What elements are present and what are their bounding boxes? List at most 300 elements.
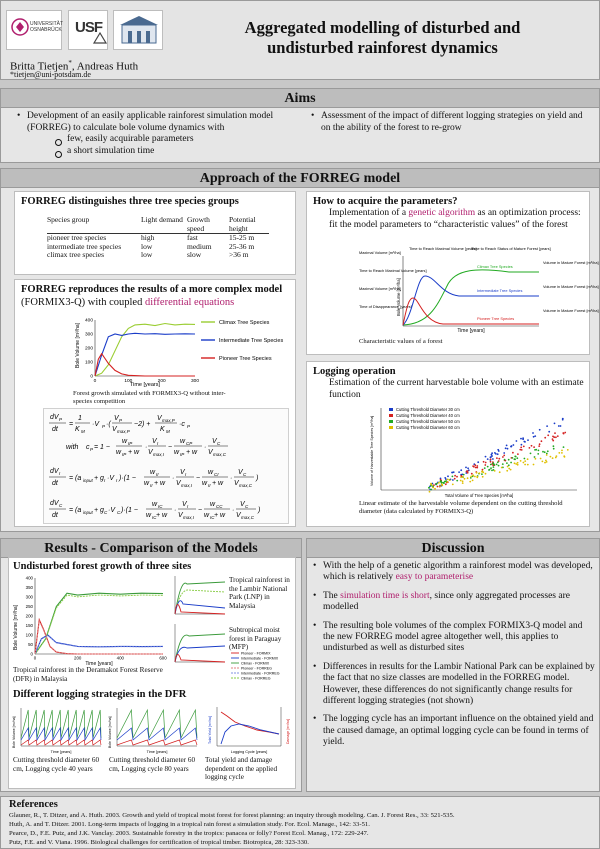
discussion-highlight: easy to parameterise: [395, 572, 474, 583]
scatter-point: [497, 453, 499, 455]
aims-sub-item: few, easily acquirable parameters: [55, 134, 297, 146]
svg-text:I: I: [157, 441, 159, 446]
svg-text:max,I: max,I: [153, 452, 165, 457]
fig2-curve-label: Intermediate Tree Species: [477, 288, 523, 293]
results-heading: Results - Comparison of the Models: [1, 539, 301, 558]
scatter-point: [460, 480, 462, 482]
svg-text:dt: dt: [52, 512, 58, 519]
scatter-point: [539, 429, 541, 431]
fig3-legend-label: Cutting Threshold Diameter 30 cm: [396, 407, 460, 412]
series-line-forreg: [35, 595, 163, 654]
svg-text:V: V: [208, 449, 213, 456]
svg-text:·: ·: [230, 475, 233, 482]
svg-text:·: ·: [172, 475, 175, 482]
x-tick-label: 200: [74, 655, 82, 661]
scatter-point: [472, 474, 474, 476]
scatter-point: [527, 458, 529, 460]
scatter-point: [548, 431, 550, 433]
logo-potsdam: [113, 10, 163, 50]
scatter-point: [527, 439, 529, 441]
fig1-xlabel: Time [years]: [129, 382, 161, 388]
parameters-title: How to acquire the parameters?: [313, 196, 458, 207]
log40-xlabel: Time [years]: [50, 750, 72, 754]
poster-title-line1: Aggregated modelling of disturbed and: [244, 18, 521, 37]
svg-text:): ): [258, 507, 261, 514]
svg-text:IC: IC: [210, 515, 215, 520]
scatter-point: [471, 473, 473, 475]
res-legend-label: Intermediate - FORREG: [241, 671, 280, 676]
total-yield-chart: [205, 704, 295, 754]
scatter-point: [547, 450, 549, 452]
svg-text:input: input: [83, 478, 93, 483]
total-y1-label: Total Yield [m³/ha]: [208, 716, 212, 744]
svg-text:I: I: [185, 472, 187, 477]
discussion-item: • The resulting bole volumes of the complex FORMIX3-Q model and the new FORREG model agree altogether well, this applies to undisturbed as well as disturbed sites: [311, 621, 595, 655]
logging-80-chart: [107, 704, 201, 754]
svg-text:V: V: [112, 426, 117, 433]
svg-text:dV: dV: [50, 500, 59, 507]
svg-text:+ w: + w: [212, 480, 224, 487]
svg-text:P: P: [59, 417, 63, 422]
fig3-harvestable-volume: [359, 404, 581, 498]
scatter-point: [533, 464, 535, 466]
scatter-point: [437, 486, 439, 488]
scatter-point: [517, 464, 519, 466]
logging-title: Logging operation: [313, 366, 396, 377]
scatter-point: [556, 455, 558, 457]
res-legend-label: Pioneer - FORMIX: [241, 651, 271, 656]
svg-text:V: V: [152, 438, 157, 445]
usf-mark-icon: [93, 31, 107, 45]
parameters-text-ga: genetic algorithm: [408, 208, 476, 218]
discussion-item: [311, 561, 595, 584]
svg-text:K: K: [75, 426, 80, 433]
y-tick-label: 200: [25, 613, 33, 619]
scatter-point: [553, 445, 555, 447]
scatter-point: [482, 476, 484, 478]
x-tick-label: 300: [190, 378, 200, 384]
x-tick-label: 0: [93, 378, 97, 384]
scatter-point: [490, 467, 492, 469]
logging-40-chart: [11, 704, 105, 754]
svg-text:V: V: [240, 501, 245, 508]
scatter-point: [488, 469, 490, 471]
cell: slow: [187, 250, 202, 260]
svg-text:max,C: max,C: [213, 452, 227, 457]
fig3-legend-label: Cutting Threshold Diameter 60 cm: [396, 425, 460, 430]
svg-text:·(: ·(: [106, 421, 111, 428]
y-tick-label: 100: [25, 632, 33, 638]
reproduces-title-d: differential equations: [144, 297, 235, 308]
x-tick-label: 0: [33, 655, 37, 661]
dfr-chart-svg: [11, 574, 167, 666]
scatter-point: [567, 449, 569, 451]
cell: pioneer tree species: [47, 233, 107, 243]
poster-title-line2: undisturbed rainforest dynamics: [267, 38, 498, 57]
scatter-point: [517, 462, 519, 464]
series-line: [95, 333, 195, 376]
scatter-point: [524, 441, 526, 443]
svg-text:IC: IC: [152, 515, 157, 520]
aims-panel: [0, 88, 600, 163]
total-y2-label: Damage [m³/ha]: [286, 718, 290, 744]
fig2-left-label: Maximal Volume [m³/ha]: [359, 250, 401, 255]
logo-osnabrueck: [6, 10, 62, 50]
scatter-point: [512, 457, 514, 459]
logo-osnabrueck-text: UNIVERSITÄT OSNABRÜCK: [30, 21, 63, 33]
fig3-svg: [359, 404, 581, 498]
scatter-point: [554, 423, 556, 425]
th-growth: Growth speed: [187, 215, 210, 233]
cell: intermediate tree species: [47, 241, 122, 251]
scatter-point: [564, 456, 566, 458]
scatter-point: [432, 487, 434, 489]
fig1-caption: Forest growth simulated with FORMIX3-Q without inter-species competition: [73, 390, 226, 405]
scatter-point: [507, 466, 509, 468]
scatter-point: [492, 458, 494, 460]
scatter-point: [476, 477, 478, 479]
scatter-point: [523, 462, 525, 464]
scatter-point: [546, 461, 548, 463]
scatter-point: [447, 479, 449, 481]
log80-ylabel: Bole Volume [m³/ha]: [108, 716, 112, 748]
scatter-point: [495, 453, 497, 455]
mfp-caption: Subtropical moist forest in Paraguay (MFP): [229, 626, 282, 652]
scatter-point: [477, 461, 479, 463]
fig2-left-label: Maximal Volume [m³/ha]: [359, 286, 401, 291]
aims-sub-list: [55, 134, 297, 157]
svg-text:K: K: [160, 426, 165, 433]
svg-text:·: ·: [204, 444, 207, 451]
fig2-left-label: Time to Reach Maximal Volume [years]: [359, 268, 427, 273]
svg-text:−: −: [168, 444, 173, 451]
results-legend-svg: [231, 650, 295, 680]
cell: 25-36 m: [229, 241, 255, 251]
scatter-point: [553, 448, 555, 450]
svg-text:w: w: [152, 501, 158, 508]
cell: 15-25 m: [229, 233, 255, 243]
scatter-point: [517, 453, 519, 455]
y-tick-label: 250: [25, 603, 33, 609]
fig2-xlabel: Time [years]: [457, 328, 485, 334]
scatter-point: [504, 459, 506, 461]
scatter-point: [445, 478, 447, 480]
scatter-point: [514, 458, 516, 460]
svg-text:w: w: [144, 480, 150, 487]
scatter-point: [519, 449, 521, 451]
scatter-point: [483, 461, 485, 463]
scatter-point: [474, 476, 476, 478]
svg-text:dt: dt: [52, 426, 58, 433]
species-groups-title: FORREG distinguishes three tree species groups: [21, 196, 239, 207]
scatter-point: [465, 467, 467, 469]
scatter-point: [510, 462, 512, 464]
scatter-point: [544, 437, 546, 439]
fig1-legend-label: Intermediate Tree Species: [219, 338, 284, 344]
scatter-point: [542, 451, 544, 453]
svg-text:): ): [256, 475, 259, 482]
series-line: [35, 593, 163, 654]
x-tick-label: 400: [116, 655, 124, 661]
svg-text:·V: ·V: [92, 421, 99, 428]
svg-text:I: I: [59, 471, 61, 476]
scatter-point: [535, 449, 537, 451]
scatter-point: [510, 446, 512, 448]
scatter-point: [533, 446, 535, 448]
svg-text:II: II: [156, 472, 159, 477]
fig1-growth-chart: [73, 314, 293, 388]
scatter-point: [452, 484, 454, 486]
reproduces-title-b: model: [254, 284, 283, 295]
svg-text:C: C: [217, 441, 221, 446]
discussion-item: • Differences in results for the Lambir National Park can be explained by the fact that no size classes are modelled in the FORREG model. However, these differences do not significantly change results for different logging strategies (not shown): [311, 662, 595, 708]
svg-text:·: ·: [145, 444, 148, 451]
scatter-point: [520, 460, 522, 462]
fig2-svg: [359, 246, 599, 334]
scatter-point: [485, 462, 487, 464]
species-groups-box: [14, 191, 296, 275]
x-tick-label: 600: [159, 655, 167, 661]
svg-text:M: M: [166, 429, 170, 434]
scatter-point: [487, 466, 489, 468]
scatter-point: [492, 462, 494, 464]
caption-cycle-40: Cutting threshold diameter 60 cm, Logging cycle 40 years: [13, 756, 100, 773]
scatter-point: [462, 482, 464, 484]
scatter-point: [493, 466, 495, 468]
parameters-box: [306, 191, 599, 355]
scatter-point: [481, 471, 483, 473]
svg-text:C: C: [59, 503, 63, 508]
svg-text:V: V: [212, 438, 217, 445]
scatter-point: [544, 451, 546, 453]
svg-text:C: C: [243, 472, 247, 477]
logging-box: [306, 361, 590, 527]
svg-text:·: ·: [232, 507, 235, 514]
scatter-point: [558, 452, 560, 454]
series-line: [35, 635, 163, 654]
scatter-point: [522, 438, 524, 440]
scatter-point: [496, 464, 498, 466]
scatter-point: [540, 458, 542, 460]
fig2-right-label: Volume in Mature Forest [m³/ha]: [543, 260, 599, 265]
scatter-point: [510, 469, 512, 471]
scatter-point: [514, 456, 516, 458]
svg-text:w: w: [146, 512, 152, 519]
svg-text:C: C: [245, 504, 249, 509]
scatter-point: [460, 476, 462, 478]
logging-40-svg: [11, 704, 105, 754]
cell: medium: [187, 241, 212, 251]
scatter-point: [436, 483, 438, 485]
parameters-text-b: as an optimization process: fit the model parameters to “characteristic values” of the forest: [329, 208, 581, 230]
svg-text:P: P: [90, 447, 94, 452]
scatter-point: [482, 469, 484, 471]
svg-text:w: w: [210, 501, 216, 508]
scatter-point: [458, 471, 460, 473]
scatter-point: [524, 458, 526, 460]
reference-item: Glauner, R., T. Ditzer, and A. Huth. 2003. Growth and yield of tropical moist forest for forest planning: an inquiry through modeling. Can. J. Forest Res., 33: 521-535.: [9, 812, 455, 819]
reproduces-title-a: FORREG reproduces the results of a more complex: [21, 284, 253, 295]
results-content: [8, 557, 296, 789]
scatter-point: [445, 483, 447, 485]
aims-right-list: [309, 111, 589, 134]
cell: >36 m: [229, 250, 249, 260]
svg-text:with: with: [66, 444, 79, 451]
scatter-point: [476, 465, 478, 467]
svg-text:+ g: + g: [94, 507, 104, 514]
caption-total-yield: Total yield and damage dependent on the applied logging cycle: [205, 756, 278, 782]
total-yield-svg: [205, 704, 295, 754]
svg-text:·V: ·V: [108, 507, 115, 514]
scatter-point: [520, 447, 522, 449]
fig2-right-label: Volume in Mature Forest [m³/ha]: [543, 308, 599, 313]
series-line-forreg: [35, 636, 163, 654]
svg-text:c: c: [86, 444, 90, 451]
th-species: Species group: [47, 215, 90, 224]
scatter-point: [474, 464, 476, 466]
svg-text:V: V: [238, 469, 243, 476]
svg-text:CC: CC: [216, 504, 223, 509]
discussion-item: [311, 591, 595, 614]
svg-text:M: M: [81, 429, 85, 434]
reference-item: Putz, F.E. and V. Viana. 1996. Biological challenges for certification of tropical timber. Biotropica, 28: 323-330.: [9, 839, 309, 846]
scatter-point: [552, 440, 554, 442]
fig2-top-label: Time to Reach Status of Mature Forest [years]: [471, 246, 551, 251]
scatter-point: [490, 461, 492, 463]
scatter-point: [534, 435, 536, 437]
fig2-curve-label: Pioneer Tree Species: [477, 316, 515, 321]
aims-left-item: [15, 111, 297, 157]
logo-usf-text: USF: [75, 19, 102, 36]
y-tick-label: 0: [90, 374, 93, 380]
svg-text:+ w: + w: [128, 449, 140, 456]
series-line: [35, 620, 163, 654]
scatter-point: [470, 476, 472, 478]
svg-text:w: w: [204, 512, 210, 519]
equations-box: [43, 408, 289, 524]
discussion-text: The: [323, 590, 341, 601]
scatter-point: [539, 443, 541, 445]
res-legend-label: Climax - FORREG: [241, 676, 271, 681]
scatter-point: [516, 457, 518, 459]
series-line: [95, 324, 195, 377]
scatter-point: [554, 432, 556, 434]
svg-text:II: II: [208, 483, 211, 488]
svg-text:V: V: [114, 415, 119, 422]
species-table: [47, 216, 269, 260]
svg-text:−: −: [198, 507, 203, 514]
scatter-point: [507, 448, 509, 450]
references-list: [9, 811, 595, 847]
scatter-point: [527, 464, 529, 466]
scatter-point: [467, 477, 469, 479]
scatter-point: [429, 491, 431, 493]
res-legend-label: Pioneer - FORREG: [241, 666, 272, 671]
parameters-text-a: Implementation of a: [329, 208, 409, 218]
reference-item: Huth, A. and T. Ditzer. 2001. Long-term impacts of logging in a tropical rain forest a simulation study. For. Ecol. Manage., 142: 33-51.: [9, 821, 370, 828]
scatter-point: [493, 464, 495, 466]
svg-text:P: P: [119, 418, 123, 423]
scatter-point: [520, 438, 522, 440]
svg-text:V: V: [178, 512, 183, 519]
scatter-point: [439, 485, 441, 487]
scatter-point: [501, 467, 503, 469]
scatter-point: [558, 425, 560, 427]
fig1-ylabel: Bole Volume [m³/ha]: [75, 322, 81, 368]
table-row: [47, 251, 269, 260]
svg-text:V: V: [148, 449, 153, 456]
scatter-point: [430, 489, 432, 491]
equations-svg: [44, 409, 290, 525]
svg-text:+ w: + w: [214, 512, 226, 519]
scatter-point: [538, 445, 540, 447]
scatter-point: [537, 453, 539, 455]
scatter-point: [503, 452, 505, 454]
scatter-point: [498, 458, 500, 460]
svg-text:max,C: max,C: [241, 515, 255, 520]
dfr-xlabel: Time [years]: [85, 661, 113, 667]
series-line: [117, 710, 197, 738]
dfr-chart: [11, 574, 167, 666]
cell: high: [141, 233, 155, 243]
y-tick-label: 100: [84, 360, 93, 366]
author-mark: *: [68, 59, 72, 67]
fig1-svg: [73, 314, 293, 388]
scatter-point: [484, 467, 486, 469]
scatter-point: [521, 444, 523, 446]
scatter-point: [555, 436, 557, 438]
scatter-point: [443, 482, 445, 484]
scatter-point: [535, 458, 537, 460]
svg-text:+ w: + w: [156, 512, 168, 519]
cell: fast: [187, 233, 198, 243]
scatter-point: [538, 450, 540, 452]
y-tick-label: 300: [84, 332, 93, 338]
x-tick-label: 200: [157, 378, 166, 384]
svg-text:w: w: [208, 469, 214, 476]
y-tick-label: 0: [30, 651, 33, 657]
svg-text:IP: IP: [122, 452, 127, 457]
scatter-point: [502, 463, 504, 465]
aims-heading: Aims: [1, 89, 599, 108]
svg-text:−: −: [196, 475, 201, 482]
svg-text:max,I: max,I: [183, 515, 195, 520]
scatter-point: [534, 456, 536, 458]
svg-text:= (a: = (a: [69, 475, 82, 482]
svg-text:V: V: [176, 480, 181, 487]
poster-title: [175, 18, 590, 58]
scatter-point: [542, 461, 544, 463]
y-tick-label: 50: [28, 641, 33, 647]
svg-text:1: 1: [78, 415, 82, 422]
svg-text:·V: ·V: [107, 475, 114, 482]
scatter-point: [456, 476, 458, 478]
scatter-point: [487, 458, 489, 460]
log40-ylabel: Bole Volume [m³/ha]: [12, 716, 16, 748]
discussion-list: [311, 561, 595, 749]
fig2-left-label: Time of Disappearance [years]: [359, 304, 412, 309]
discussion-panel: [306, 538, 600, 792]
reference-item: Pearce, D., F.E. Putz, and J.K. Vanclay. 2003. Sustainable forestry in the tropics: panacea or folly? Forest Ecol. Manag., 172: 229-247.: [9, 830, 369, 837]
scatter-point: [490, 464, 492, 466]
scatter-point: [467, 467, 469, 469]
scatter-point: [454, 478, 456, 480]
cell: climax tree species: [47, 250, 105, 260]
svg-text:IC: IC: [158, 504, 163, 509]
scatter-point: [546, 425, 548, 427]
scatter-point: [524, 464, 526, 466]
scatter-point: [463, 474, 465, 476]
